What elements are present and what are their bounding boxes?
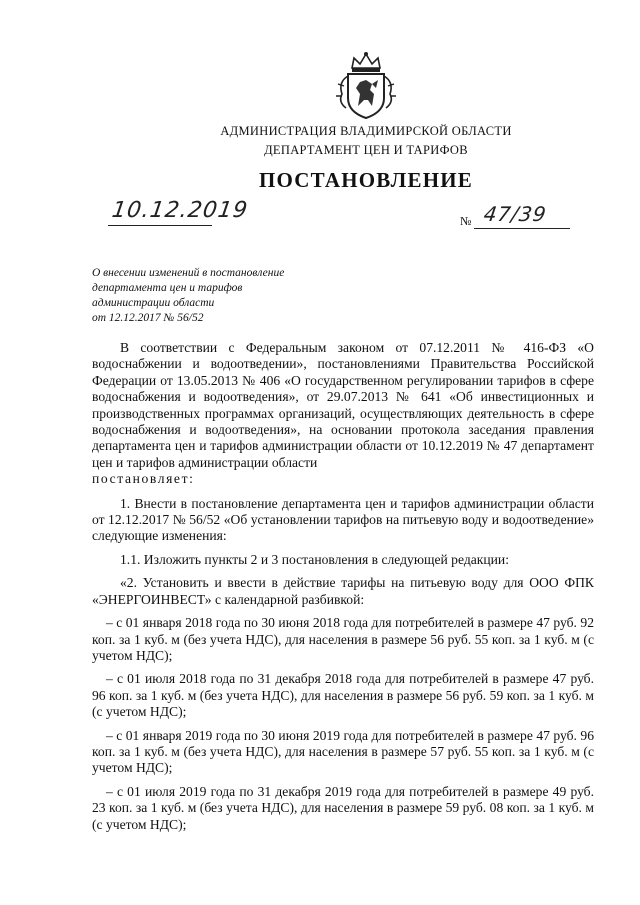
document-date: 10.12.2019 [110,198,250,223]
preamble-text: В соответствии с Федеральным законом от 07.12.2011 № 416-ФЗ «О водоснабжении и водоотведении», постановлениями Правительства Российской Федерации от 13.05.2013 № 406 «О государственном регулировании тарифов в сфере водоснабжения и водоотведения», от 29.07.2013 № 641 «Об инвестиционных и производственных программах организаций, осуществляющих деятельность в сфере водоснабжения и водоотведения», на основании протокола заседания правления департамента цен и тарифов администрации области от 10.12.2019 № 47 департамент цен и тарифов администрации области [92,340,594,470]
document-number: 47/39 [482,202,549,226]
resolves-paragraph [92,471,594,487]
number-sign: № [460,214,472,228]
preamble-paragraph [92,340,594,471]
tariff-period-paragraph: – с 01 января 2018 года по 30 июня 2018 года для потребителей в размере 47 руб. 92 коп. за 1 куб. м (без учета НДС), для населения в размере 56 руб. 55 коп. за 1 куб. м (с учетом НДС); [92,615,594,663]
number-underline [474,228,570,229]
tariff-period-paragraph: – с 01 июля 2018 года по 31 декабря 2018 года для потребителей в размере 47 руб. 96 коп. за 1 куб. м (без учета НДС), для населения в размере 56 руб. 59 коп. за 1 куб. м (с учетом НДС); [92,671,594,720]
subject-line: администрации области [92,297,215,309]
subject-line: О внесении изменений в постановление [92,267,285,279]
organization-name: АДМИНИСТРАЦИЯ ВЛАДИМИРСКОЙ ОБЛАСТИ [220,124,512,138]
tariff-period-paragraph: – с 01 января 2019 года по 30 июня 2019 года для потребителей в размере 47 руб. 96 коп. за 1 куб. м (без учета НДС), для населения в размере 57 руб. 55 коп. за 1 куб. м (с учетом НДС); [92,727,594,776]
item-2-paragraph: «2. Установить и ввести в действие тарифы на питьевую воду для ООО ФПК «ЭНЕРГОИНВЕСТ» с календарной разбивкой: [92,575,594,607]
date-underline [108,225,212,226]
coat-of-arms-icon [334,50,398,120]
document-subject [92,266,342,326]
subject-line: департамента цен и тарифов [92,282,243,294]
item-1-paragraph: 1. Внести в постановление департамента цен и тарифов администрации области от 12.12.2017 № 56/52 «Об установлении тарифов на питьевую воду и водоотведение» следующие изменения: [92,495,594,544]
document-type-title: ПОСТАНОВЛЕНИЕ [258,168,474,192]
resolves-text: постановляет: [92,471,195,487]
document-body [92,340,594,840]
subject-line: от 12.12.2017 № 56/52 [92,312,204,324]
department-name: ДЕПАРТАМЕНТ ЦЕН И ТАРИФОВ [264,143,468,157]
tariff-period-paragraph: – с 01 июля 2019 года по 31 декабря 2019 года для потребителей в размере 49 руб. 23 коп. за 1 куб. м (без учета НДС), для населения в размере 59 руб. 08 коп. за 1 куб. м (с учетом НДС); [92,783,594,832]
item-1-1-paragraph: 1.1. Изложить пункты 2 и 3 постановления в следующей редакции: [120,551,509,567]
